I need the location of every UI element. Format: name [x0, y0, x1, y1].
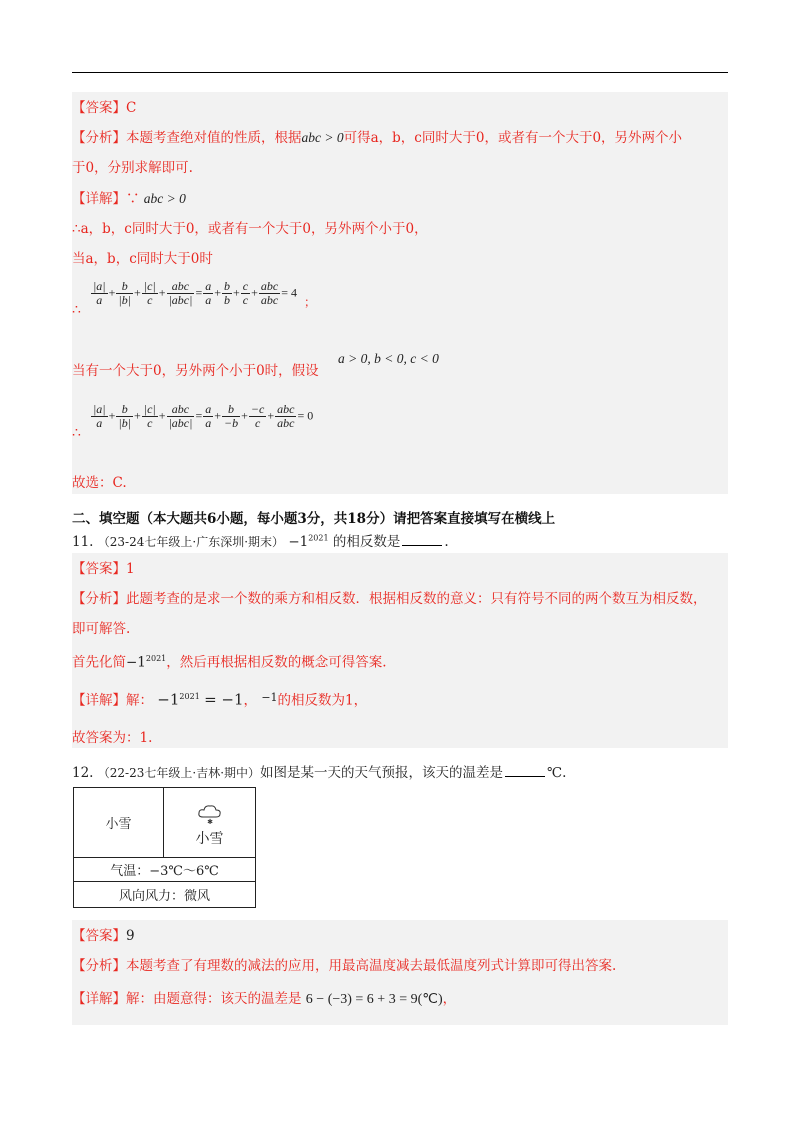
weather-icon-label: 小雪	[195, 830, 224, 847]
question-end: .	[444, 534, 449, 550]
analysis-line	[72, 129, 682, 147]
answer-tag: 【答案】	[72, 100, 126, 116]
analysis-text: 此题考查的是求一个数的乘方和相反数．根据相反数的意义：只有符号不同的两个数互为相反数，	[126, 591, 707, 607]
equation-1: $\frac{|a|}{a}$ + $\frac{b}{|b|}$ + $\frac{|c|}{c}$ + $\frac{\text{abc}}{\text{|abc|}}$ = $\frac{a}{a}$ + $\frac{b}{b}$ + $\frac{c}{c}$ + $\frac{\text{abc}}{\text{abc}}$ = 4 ；	[93, 279, 317, 310]
final-text: 故答案为：1.	[72, 730, 153, 746]
analysis-line	[72, 590, 707, 608]
equation-2: $\frac{|a|}{a}$ + $\frac{b}{|b|}$ + $\frac{|c|}{c}$ + $\frac{\text{abc}}{\text{|abc|}}$ = $\frac{a}{a}$ + $\frac{b}{-b}$ + $\frac{-c}{c}$ + $\frac{\text{abc}}{\text{abc}}$ = 0	[93, 402, 314, 430]
analysis-line	[72, 957, 616, 975]
question-text: 的相反数是	[332, 534, 401, 550]
detail-line	[72, 688, 367, 711]
detail-text: 解：由题意得：该天的温差是	[126, 991, 302, 1007]
expr-base: −1	[157, 690, 180, 709]
simplify-text: ，然后再根据相反数的概念可得答案.	[166, 654, 387, 671]
answer-line	[72, 927, 135, 945]
analysis-math: abc > 0	[301, 130, 344, 145]
case1-text: 当a，b，c同时大于0时	[72, 251, 213, 267]
question-source: （23-24七年级上·广东深圳·期末）	[97, 535, 285, 549]
snow-cloud-icon	[195, 802, 225, 826]
conclusion-line	[72, 474, 127, 492]
simplify-line	[72, 650, 387, 672]
analysis-text: 于0，分别求解即可.	[72, 160, 193, 176]
detail-line	[72, 990, 456, 1009]
answer-blank[interactable]	[402, 533, 442, 546]
detail-text: 解：	[126, 692, 153, 709]
svg-text:✱: ✱	[206, 817, 213, 826]
detail-line	[72, 190, 186, 208]
final-line	[72, 729, 152, 747]
detail-text: 的相反数为1，	[277, 692, 368, 709]
question-11	[72, 530, 449, 550]
therefore-symbol: ∴	[72, 302, 81, 318]
analysis-line-2	[72, 620, 130, 638]
weather-icon-cell	[164, 788, 256, 858]
expr-exponent: 2021	[179, 692, 200, 701]
answer-value: C	[126, 100, 137, 116]
answer-blank[interactable]	[505, 764, 545, 777]
answer-value: 1	[126, 561, 135, 577]
expr-result: = −1	[204, 690, 244, 709]
weather-forecast-table	[73, 787, 256, 908]
answer-line	[72, 560, 135, 578]
conclusion-text: 故选：C.	[72, 475, 127, 491]
equation-result: = 4	[281, 285, 297, 300]
detail-end: ，	[442, 991, 457, 1007]
detail-math: abc > 0	[143, 191, 186, 206]
question-source: （22-23七年级上·吉林·期中）	[97, 766, 261, 780]
because-symbol: ∵	[126, 191, 140, 207]
comma: ，	[243, 692, 258, 709]
therefore-line	[72, 220, 428, 238]
weather-temp: 气温：−3℃～6℃	[74, 858, 256, 882]
detail-math: 6 − (−3) = 6 + 3 = 9(℃)	[305, 992, 443, 1007]
answer-tag: 【答案】	[72, 928, 126, 944]
analysis-line-2	[72, 159, 193, 177]
therefore-symbol-2: ∴	[72, 425, 81, 441]
case1-line	[72, 250, 213, 268]
semicolon: ；	[304, 295, 317, 310]
question-number: 12.	[72, 765, 94, 781]
answer-tag: 【答案】	[72, 561, 126, 577]
expr-exponent: 2021	[145, 654, 167, 663]
therefore-text: ∴a，b，c同时大于0，或者有一个大于0，另外两个小于0，	[72, 221, 428, 237]
answer-line	[72, 99, 136, 117]
question-number: 11.	[72, 534, 94, 550]
question-12	[72, 761, 566, 781]
expr-small: −1	[261, 690, 278, 704]
header-rule	[72, 72, 728, 73]
analysis-text: 本题考查绝对值的性质，根据	[126, 130, 302, 146]
case2-line	[72, 362, 319, 380]
case2-math: a > 0, b < 0, c < 0	[338, 351, 439, 366]
analysis-tag: 【分析】	[72, 591, 126, 607]
case2-text: 当有一个大于0，另外两个小于0时，假设	[72, 363, 319, 379]
analysis-tag: 【分析】	[72, 958, 126, 974]
weather-cell-label: 小雪	[74, 788, 164, 858]
weather-wind: 风向风力：微风	[74, 882, 256, 908]
expr-base: −1	[288, 534, 309, 550]
expr-exponent: 2021	[308, 533, 329, 543]
question-text: 如图是某一天的天气预报，该天的温差是	[260, 765, 504, 781]
analysis-text: 可得a，b，c同时大于0，或者有一个大于0，另外两个小	[343, 130, 683, 146]
section-title: 二、填空题（本大题共6小题，每小题3分，共18分）请把答案直接填写在横线上	[72, 511, 556, 527]
equation-result: = 0	[297, 408, 314, 423]
detail-tag: 【详解】	[72, 191, 126, 207]
answer-value: 9	[126, 928, 135, 944]
expr-base: −1	[126, 654, 146, 671]
simplify-text: 首先化简	[72, 654, 126, 671]
analysis-text: 本题考查了有理数的减法的应用，用最高温度减去最低温度列式计算即可得出答案.	[126, 958, 617, 974]
question-unit: ℃.	[547, 765, 567, 781]
analysis-text: 即可解答.	[72, 621, 131, 637]
analysis-tag: 【分析】	[72, 130, 126, 146]
detail-tag: 【详解】	[72, 692, 126, 709]
detail-tag: 【详解】	[72, 991, 126, 1007]
